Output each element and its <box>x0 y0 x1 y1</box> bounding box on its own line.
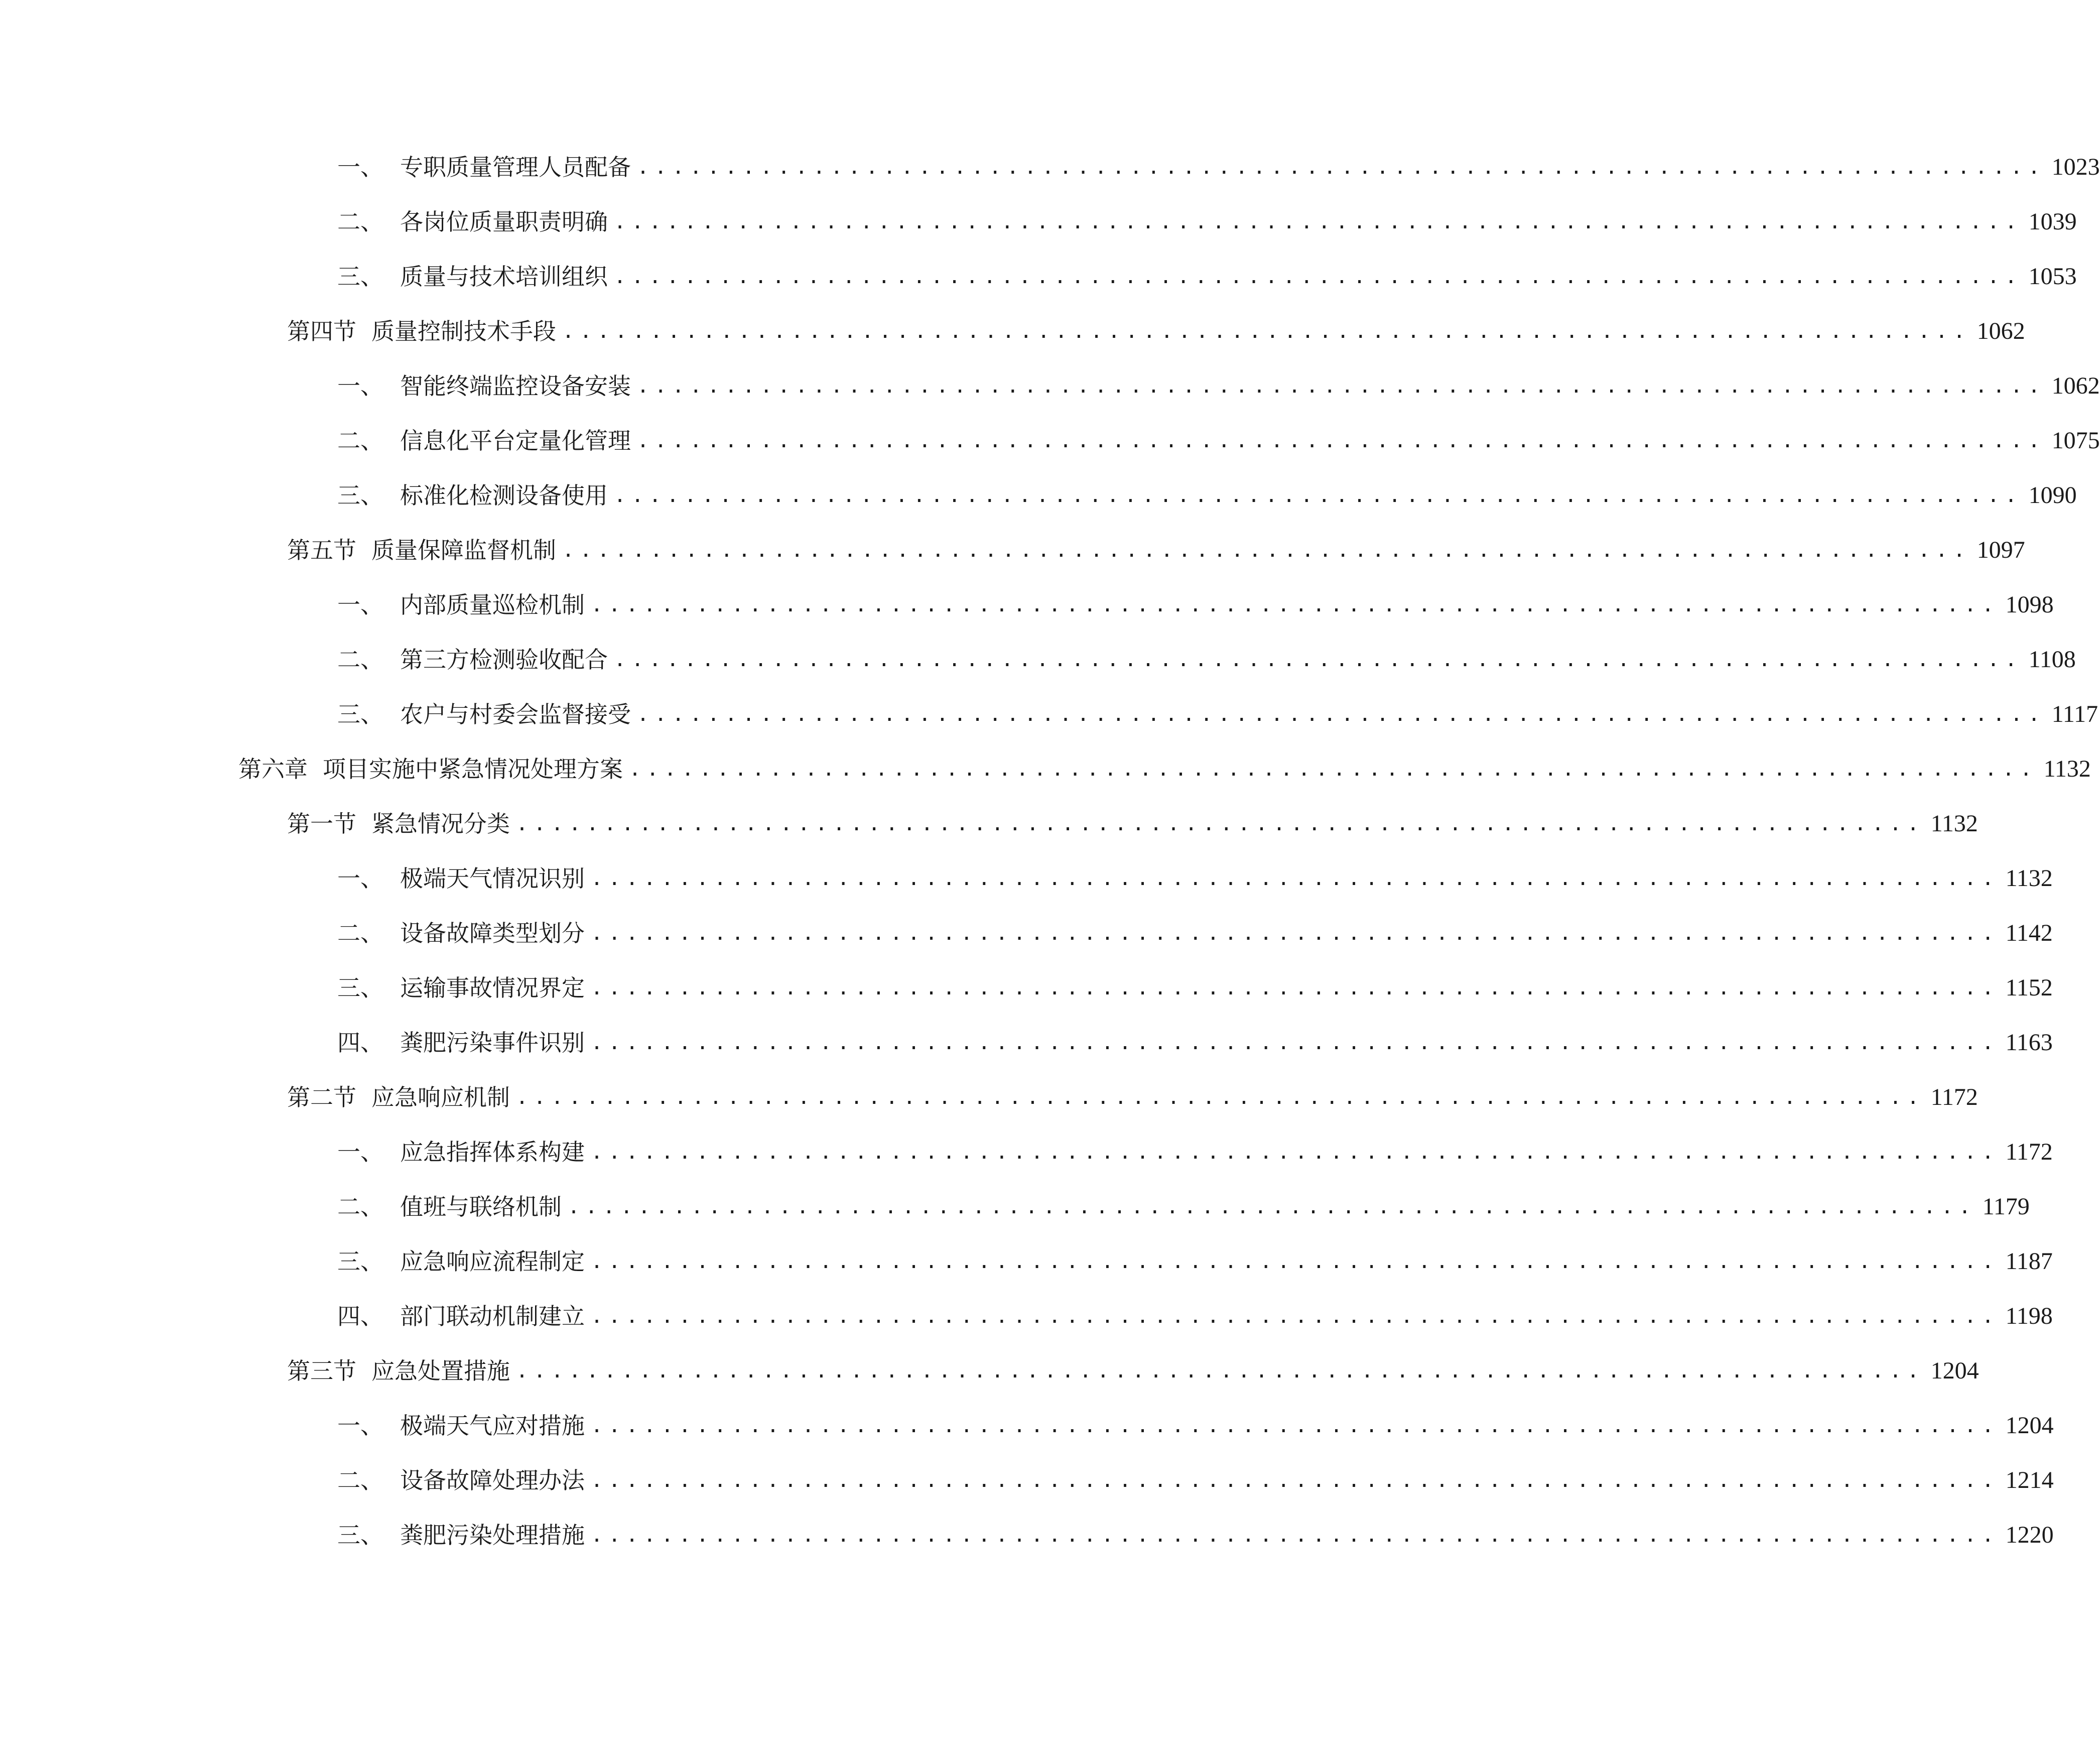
dot-leader: ................................................................................ <box>614 648 2023 671</box>
dot-leader: ................................................................................ <box>629 758 2038 781</box>
dot-leader: ................................................................................ <box>591 1250 2000 1273</box>
toc-entry-section[interactable] <box>287 533 2025 568</box>
dot-leader: ................................................................................ <box>591 1031 2000 1054</box>
toc-entry[interactable] <box>337 259 2077 294</box>
toc-item-number: 四、 <box>337 1029 383 1056</box>
toc-item-number: 三、 <box>337 1248 383 1275</box>
toc-page-number: 1172 <box>1930 1084 1978 1110</box>
dot-leader: ................................................................................ <box>637 429 2046 452</box>
toc-entry[interactable] <box>337 478 2077 513</box>
toc-section-label: 第三节 <box>287 1357 356 1385</box>
toc-page-number: 1132 <box>2005 865 2053 892</box>
toc-item-number: 一、 <box>337 372 383 400</box>
toc-item-number: 二、 <box>337 427 383 454</box>
toc-item-title: 极端天气情况识别 <box>400 865 585 892</box>
dot-leader: ................................................................................ <box>591 1469 2000 1492</box>
toc-item-title: 项目实施中紧急情况处理方案 <box>323 756 623 783</box>
toc-item-number: 一、 <box>337 1139 383 1166</box>
toc-item-title: 设备故障类型划分 <box>400 920 585 947</box>
toc-entry[interactable] <box>337 423 2100 458</box>
toc-page-number: 1198 <box>2005 1303 2053 1329</box>
toc-entry[interactable] <box>337 1244 2053 1279</box>
dot-leader: ................................................................................ <box>591 1524 2000 1547</box>
toc-item-number: 三、 <box>337 974 383 1001</box>
dot-leader: ................................................................................ <box>637 703 2046 726</box>
toc-item-title: 运输事故情况界定 <box>400 974 585 1001</box>
toc-item-title: 标准化检测设备使用 <box>400 482 608 509</box>
toc-item-title: 第三方检测验收配合 <box>400 646 608 673</box>
toc-page-number: 1187 <box>2005 1248 2053 1275</box>
toc-item-title: 值班与联络机制 <box>400 1193 562 1220</box>
toc-item-title: 各岗位质量职责明确 <box>400 208 608 235</box>
toc-page-number: 1062 <box>1977 318 2025 344</box>
dot-leader: ................................................................................ <box>591 976 2000 999</box>
toc-entry-section[interactable] <box>287 806 1978 841</box>
toc-item-number: 一、 <box>337 865 383 892</box>
toc-item-number: 一、 <box>337 154 383 181</box>
toc-entry-chapter[interactable] <box>238 751 2091 787</box>
dot-leader: ................................................................................ <box>591 867 2000 890</box>
toc-entry[interactable] <box>337 1518 2054 1553</box>
toc-entry[interactable] <box>337 368 2100 404</box>
toc-item-title: 设备故障处理办法 <box>400 1467 585 1494</box>
toc-item-title: 内部质量巡检机制 <box>400 591 585 618</box>
toc-page-number: 1053 <box>2028 263 2077 290</box>
toc-item-title: 粪肥污染事件识别 <box>400 1029 585 1056</box>
toc-item-title: 质量保障监督机制 <box>371 537 556 564</box>
toc-section-label: 第四节 <box>287 318 356 345</box>
toc-item-title: 紧急情况分类 <box>371 810 510 837</box>
toc-section-label: 第二节 <box>287 1084 356 1111</box>
toc-page-number: 1039 <box>2028 208 2077 235</box>
toc-item-title: 信息化平台定量化管理 <box>400 427 631 454</box>
dot-leader: ................................................................................ <box>614 265 2023 288</box>
toc-entry[interactable] <box>337 1299 2053 1334</box>
toc-item-number: 三、 <box>337 701 383 728</box>
toc-page-number: 1204 <box>2005 1412 2054 1439</box>
toc-chapter-label: 第六章 <box>238 756 308 783</box>
toc-page-number: 1179 <box>1982 1193 2030 1220</box>
toc-item-number: 二、 <box>337 920 383 947</box>
toc-entry[interactable] <box>337 916 2053 951</box>
toc-entry-section[interactable] <box>287 1080 1978 1115</box>
dot-leader: ................................................................................ <box>637 156 2046 179</box>
toc-section-label: 第五节 <box>287 537 356 564</box>
toc-entry[interactable] <box>337 1463 2054 1498</box>
toc-item-title: 粪肥污染处理措施 <box>400 1522 585 1549</box>
toc-item-number: 三、 <box>337 482 383 509</box>
dot-leader: ................................................................................ <box>562 539 1971 562</box>
toc-entry-section[interactable] <box>287 1353 1979 1389</box>
dot-leader: ................................................................................ <box>516 812 1925 835</box>
dot-leader: ................................................................................ <box>562 320 1971 343</box>
toc-page-number: 1098 <box>2005 591 2054 618</box>
toc-item-title: 专职质量管理人员配备 <box>400 154 631 181</box>
toc-item-title: 应急指挥体系构建 <box>400 1139 585 1166</box>
toc-item-number: 二、 <box>337 646 383 673</box>
dot-leader: ................................................................................ <box>591 1414 2000 1437</box>
toc-item-title: 应急处置措施 <box>371 1357 510 1385</box>
toc-entry[interactable] <box>337 970 2053 1005</box>
toc-page-number: 1204 <box>1930 1357 1979 1384</box>
toc-item-number: 二、 <box>337 1467 383 1494</box>
toc-page-number: 1117 <box>2051 701 2098 727</box>
toc-page-number: 1220 <box>2005 1522 2054 1548</box>
toc-entry[interactable] <box>337 1025 2053 1060</box>
toc-item-number: 三、 <box>337 263 383 290</box>
toc-entry[interactable] <box>337 1408 2054 1443</box>
toc-item-title: 部门联动机制建立 <box>400 1303 585 1330</box>
dot-leader: ................................................................................ <box>637 374 2046 398</box>
toc-item-number: 四、 <box>337 1303 383 1330</box>
toc-item-title: 质量与技术培训组织 <box>400 263 608 290</box>
dot-leader: ................................................................................ <box>591 1141 2000 1164</box>
dot-leader: ................................................................................ <box>614 210 2023 233</box>
toc-section-label: 第一节 <box>287 810 356 837</box>
dot-leader: ................................................................................ <box>568 1195 1977 1218</box>
toc-page-number: 1172 <box>2005 1139 2053 1165</box>
toc-entry[interactable] <box>337 1189 2030 1224</box>
toc-entry[interactable] <box>337 150 2100 185</box>
toc-page-number: 1132 <box>2043 756 2091 782</box>
toc-page-number: 1163 <box>2005 1029 2053 1056</box>
dot-leader: ................................................................................ <box>516 1086 1925 1109</box>
toc-item-number: 二、 <box>337 1193 383 1220</box>
toc-item-title: 应急响应流程制定 <box>400 1248 585 1275</box>
toc-item-title: 应急响应机制 <box>371 1084 510 1111</box>
toc-page-number: 1023 <box>2051 154 2100 180</box>
toc-entry-section[interactable] <box>287 314 2025 349</box>
toc-item-title: 质量控制技术手段 <box>371 318 556 345</box>
toc-item-number: 三、 <box>337 1522 383 1549</box>
dot-leader: ................................................................................ <box>591 1305 2000 1328</box>
toc-page-number: 1097 <box>1977 537 2025 563</box>
toc-entry[interactable] <box>337 587 2054 622</box>
toc-item-number: 一、 <box>337 591 383 618</box>
toc-item-number: 二、 <box>337 208 383 235</box>
toc-page-number: 1214 <box>2005 1467 2054 1493</box>
dot-leader: ................................................................................ <box>614 484 2023 507</box>
toc-entry[interactable] <box>337 861 2053 896</box>
toc-page-number: 1108 <box>2028 646 2076 673</box>
dot-leader: ................................................................................ <box>591 922 2000 945</box>
dot-leader: ................................................................................ <box>591 593 2000 616</box>
toc-item-title: 农户与村委会监督接受 <box>400 701 631 728</box>
toc-entry[interactable] <box>337 204 2077 239</box>
toc-page-number: 1152 <box>2005 974 2053 1001</box>
toc-entry[interactable] <box>337 642 2076 677</box>
toc-item-title: 智能终端监控设备安装 <box>400 372 631 400</box>
toc-item-number: 一、 <box>337 1412 383 1439</box>
toc-page-number: 1090 <box>2028 482 2077 509</box>
toc-item-title: 极端天气应对措施 <box>400 1412 585 1439</box>
toc-page-number: 1062 <box>2051 372 2100 399</box>
toc-entry[interactable] <box>337 697 2098 732</box>
toc-page-number: 1132 <box>1930 810 1978 837</box>
toc-page-number: 1075 <box>2051 427 2100 454</box>
toc-entry[interactable] <box>337 1135 2053 1170</box>
toc-page-number: 1142 <box>2005 920 2053 946</box>
dot-leader: ................................................................................ <box>516 1359 1925 1382</box>
